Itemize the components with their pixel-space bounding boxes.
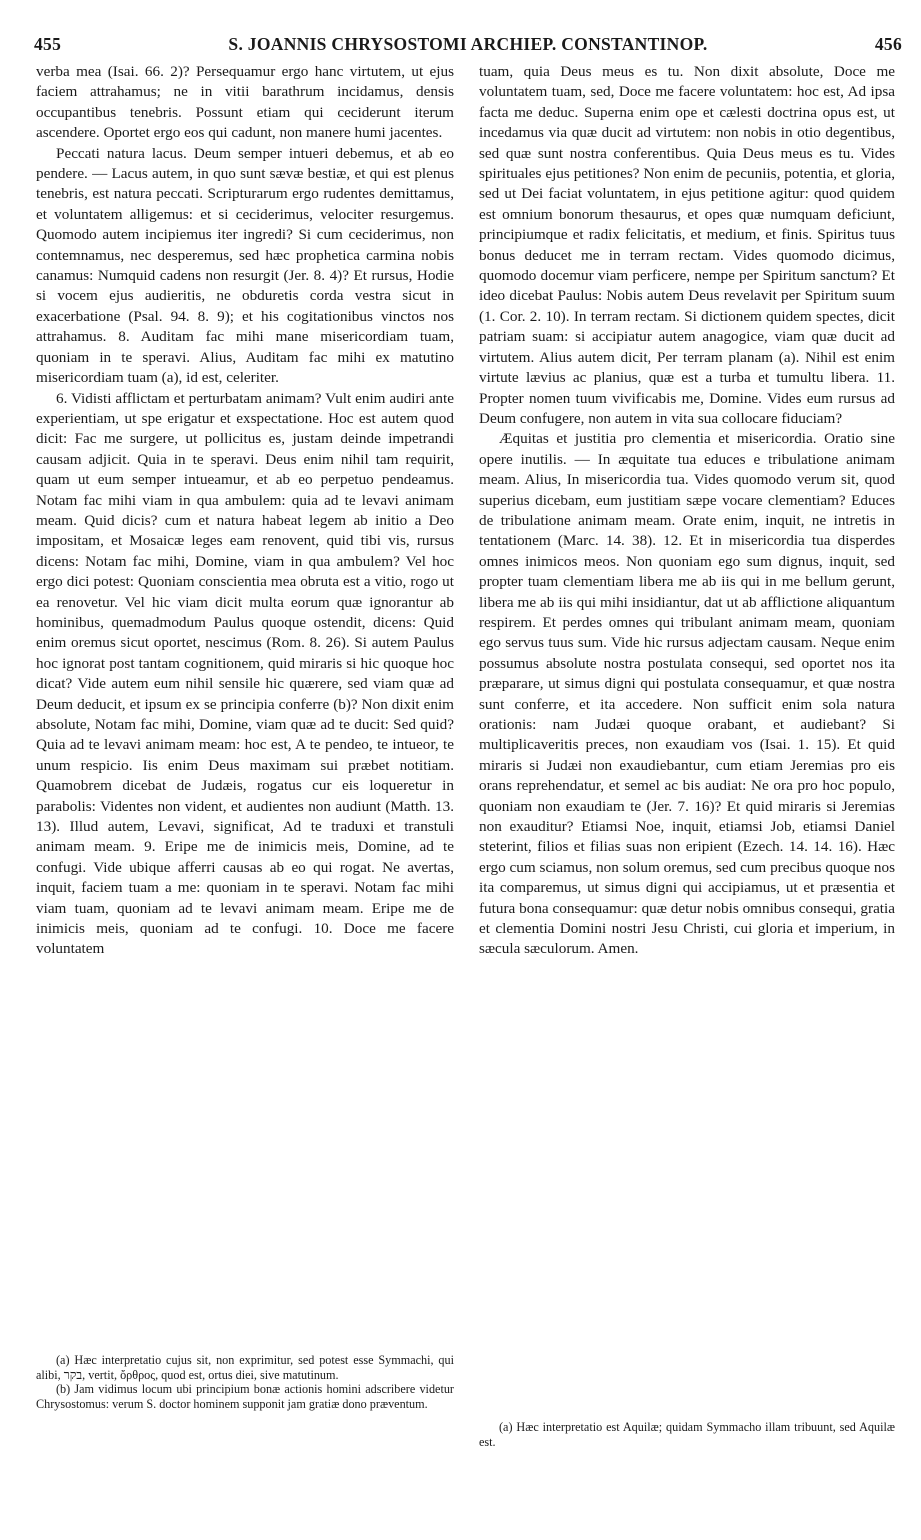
page-number-right: 456 <box>874 34 902 54</box>
right-column <box>479 62 895 960</box>
page-header <box>34 34 902 58</box>
left-column <box>36 62 454 960</box>
footnote: (a) Hæc interpretatio cujus sit, non exprimitur, sed potest esse Symmachi, qui alibi, בקר, vertit, ὄρθρος, quod est, ortus diei, sive matutinum. <box>36 1353 454 1382</box>
paragraph: verba mea (Isai. 66. 2)? Persequamur ergo hanc virtutem, ut ejus faciem attrahamus; ne in vitii barathrum incidamus, densis occupantibus tenebris. Possunt etiam qui ceciderunt iterum ascendere. Oportet ergo eos qui cadunt, non manere humi jacentes. <box>36 63 454 142</box>
footnote: (a) Hæc interpretatio est Aquilæ; quidam Symmacho illam tribuunt, sed Aquilæ est. <box>479 1420 895 1449</box>
paragraph: Peccati natura lacus. Deum semper intueri debemus, et ab eo pendere. — Lacus autem, in quo sunt sævæ bestiæ, et qui est plenus tenebris, est natura peccati. Scripturarum ergo rudentes demittamus, et voluntatem alligemus: et si ceciderimus, velociter resurgemus. Quomodo autem incipiemus iter ingredi? Si cum ceciderimus, non contemnamus, nec desperemus, sed hæc prophetica carmina nobis canamus: Numquid cadens non resurgit (Jer. 8. 4)? Et rursus, Hodie si vocem ejus audieritis, ne obduretis corda vestra sicut in exacerbatione (Psal. 94. 8. 9); et his cogitationibus vinctos nos attrahamus. 8. Auditam fac mihi mane misericordiam tuam, quoniam in te speravi. Alius, Auditam fac mihi ex matutino misericordiam tuam (a), id est, celeriter. <box>36 144 454 387</box>
running-title: S. JOANNIS CHRYSOSTOMI ARCHIEP. CONSTANTINOP. <box>228 34 708 54</box>
footnote: (b) Jam vidimus locum ubi principium bonæ actionis homini adscribere videtur Chrysostomus: verum S. doctor hominem supponit jam gratiæ dono præventum. <box>36 1382 454 1411</box>
paragraph: Æquitas et justitia pro clementia et misericordia. Oratio sine opere inutilis. — In æquitate tua educes e tribulatione animam meam. Alius, In misericordia tua. Vides quomodo verum sit, quod superius dicebam, eum justitiam sæpe vocare clementiam? Educes de tribulatione animam meam. Orate enim, inquit, ne intretis in tentationem (Marc. 14. 38). 12. Et in misericordia tua disperdes omnes inimicos meos. Non quoniam ego sum dignus, inquit, sed propter tuam clementiam libera me ab iis qui in me bellum gerunt, libera me ab iis qui mihi insidiantur, dat ut ab afflictione aliquantum respirem. Et perdes omnes qui tribulant animam meam, quoniam ego servus tuus sum. Vide hic rursus adjectam causam. Neque enim possumus absolute nostra postulata consequi, sed oportet nos ita præparare, ut simus digni qui postulata consequamur, et quæ nostra sunt conferre, et ita accedere. Non sufficit enim sola natura orationis: nam Judæi quoque orabant, et audiebant? Si multiplicaveritis preces, non exaudiam vos (Isai. 1. 15). Et quid miraris si Judæi non exaudiebantur, cum etiam Jeremias pro eis orans reprehendatur, et semel ac bis audiat: Ne ora pro hoc populo, quoniam non exaudiam te (Jer. 7. 16)? Et quid miraris si Jeremias non exauditur? Etiamsi Noe, inquit, etiamsi Job, etiamsi Daniel steterint, filios et filias suas non eripient (Ezech. 14. 14. 16). Hæc ergo cum sciamus, non solum oremus, sed cum precibus quoque nos ita comparemus, ut simus digni qui accipiamus, ut et præsentia et futura bona consequamur: quæ detur nobis omnibus consequi, gratia et clementia Domini nostri Jesu Christi, cui gloria et imperium, in sæcula sæculorum. Amen. <box>479 430 895 958</box>
page-number-left: 455 <box>34 34 62 54</box>
paragraph: 6. Vidisti afflictam et perturbatam animam? Vult enim audiri ante experientiam, ut spe erigatur et exspectatione. Hoc est autem quod dicit: Fac me surgere, ut pollicitus es, justam deinde impetrandi causam adjicit. Quia in te speravi. Deus enim nihil tam requirit, quam ut eum semper intueamur, et ab eo perpetuo pendeamus. Notam fac mihi viam in qua ambulem: quia ad te levavi animam meam. Quid dicis? cum et natura habeat legem ab initio a Deo impositam, et Mosaicæ leges eam renovent, quid tibi vis, rursus dicens: Notam fac mihi, Domine, viam in qua ambulem? Vel hoc ergo dici potest: Quoniam conscientia mea obruta est a vitio, rogo ut ea renovetur. Vel hic viam dicit multa eorum quæ ignorantur ab hominibus, quemadmodum Paulus quoque ostendit, dicens: Quid enim oremus sicut oportet, nescimus (Rom. 8. 26). Si autem Paulus hoc ignorat post tantam cognitionem, quid miraris si hic quoque hoc dicat? Vide autem eum nihil sensile hic quærere, sed viam quæ ad Deum deducit, et ipsum ex se principia conferre (b)? Non dixit enim absolute, Notam fac mihi, Domine, viam quæ ad te ducit: Sed quid? Quia ad te levavi animam meam: hoc est, A te pendeo, te intueor, te unum respicio. Iis enim Deus maximam sui præbet notitiam. Quamobrem dicebat de Judæis, rogatus cur eis loqueretur in parabolis: Videntes non vident, et audientes non audiunt (Matth. 13. 13). Illud autem, Levavi, significat, Ad te traduxi et transtuli animam meam. 9. Eripe me de inimicis meis, Domine, ad te confugi. Vide ubique afferri causas ab eo qui rogat. Ne avertas, inquit, faciem tuam a me: quoniam in te speravi. Notam fac mihi viam tuam, quoniam ad te levavi animam meam. Eripe me de inimicis meis, quoniam ad te confugi. 10. Doce me facere voluntatem <box>36 389 454 958</box>
paragraph: tuam, quia Deus meus es tu. Non dixit absolute, Doce me voluntatem tuam, sed, Doce me facere voluntatem: hoc est, Ad ipsa facta me deduc. Superna enim ope et cælesti doctrina opus est, ut incedamus via quæ ducit ad virtutem: non nobis in otio degentibus, sed quæ sunt nostra conferentibus. Quia Deus meus es tu. Vides spirituales ejus petitiones? Non enim de pecuniis, potentia, et gloria, sed ut Dei faciat voluntatem, in ejus petitione agitur: quod quidem est omnium bonorum thesaurus, et opes quæ numquam deficiunt, principiumque et radix felicitatis, et medium, et finis. Spiritus tuus bonus deducet me in terram rectam. Vides quomodo dicimus, quomodo docemur viam perficere, nempe per Spiritum sanctum? Et ideo dicebat Paulus: Nobis autem Deus revelavit per Spiritum suum (1. Cor. 2. 10). In terram rectam. Si dictionem quidem spectes, dicit patriam suam: si accipiatur autem anagogice, viam quæ ducit ad virtutem. Alius autem dicit, Per terram planam (a). Nihil est enim virtute lævius ac planius, quæ est a turba et tumultu libera. 11. Propter nomen tuum vivificabis me, Domine. Vides eum rursus ad Deum confugere, non autem in vita sua collocare fiduciam? <box>479 63 895 427</box>
footnotes-left <box>36 1353 454 1411</box>
footnotes-right <box>479 1420 895 1449</box>
